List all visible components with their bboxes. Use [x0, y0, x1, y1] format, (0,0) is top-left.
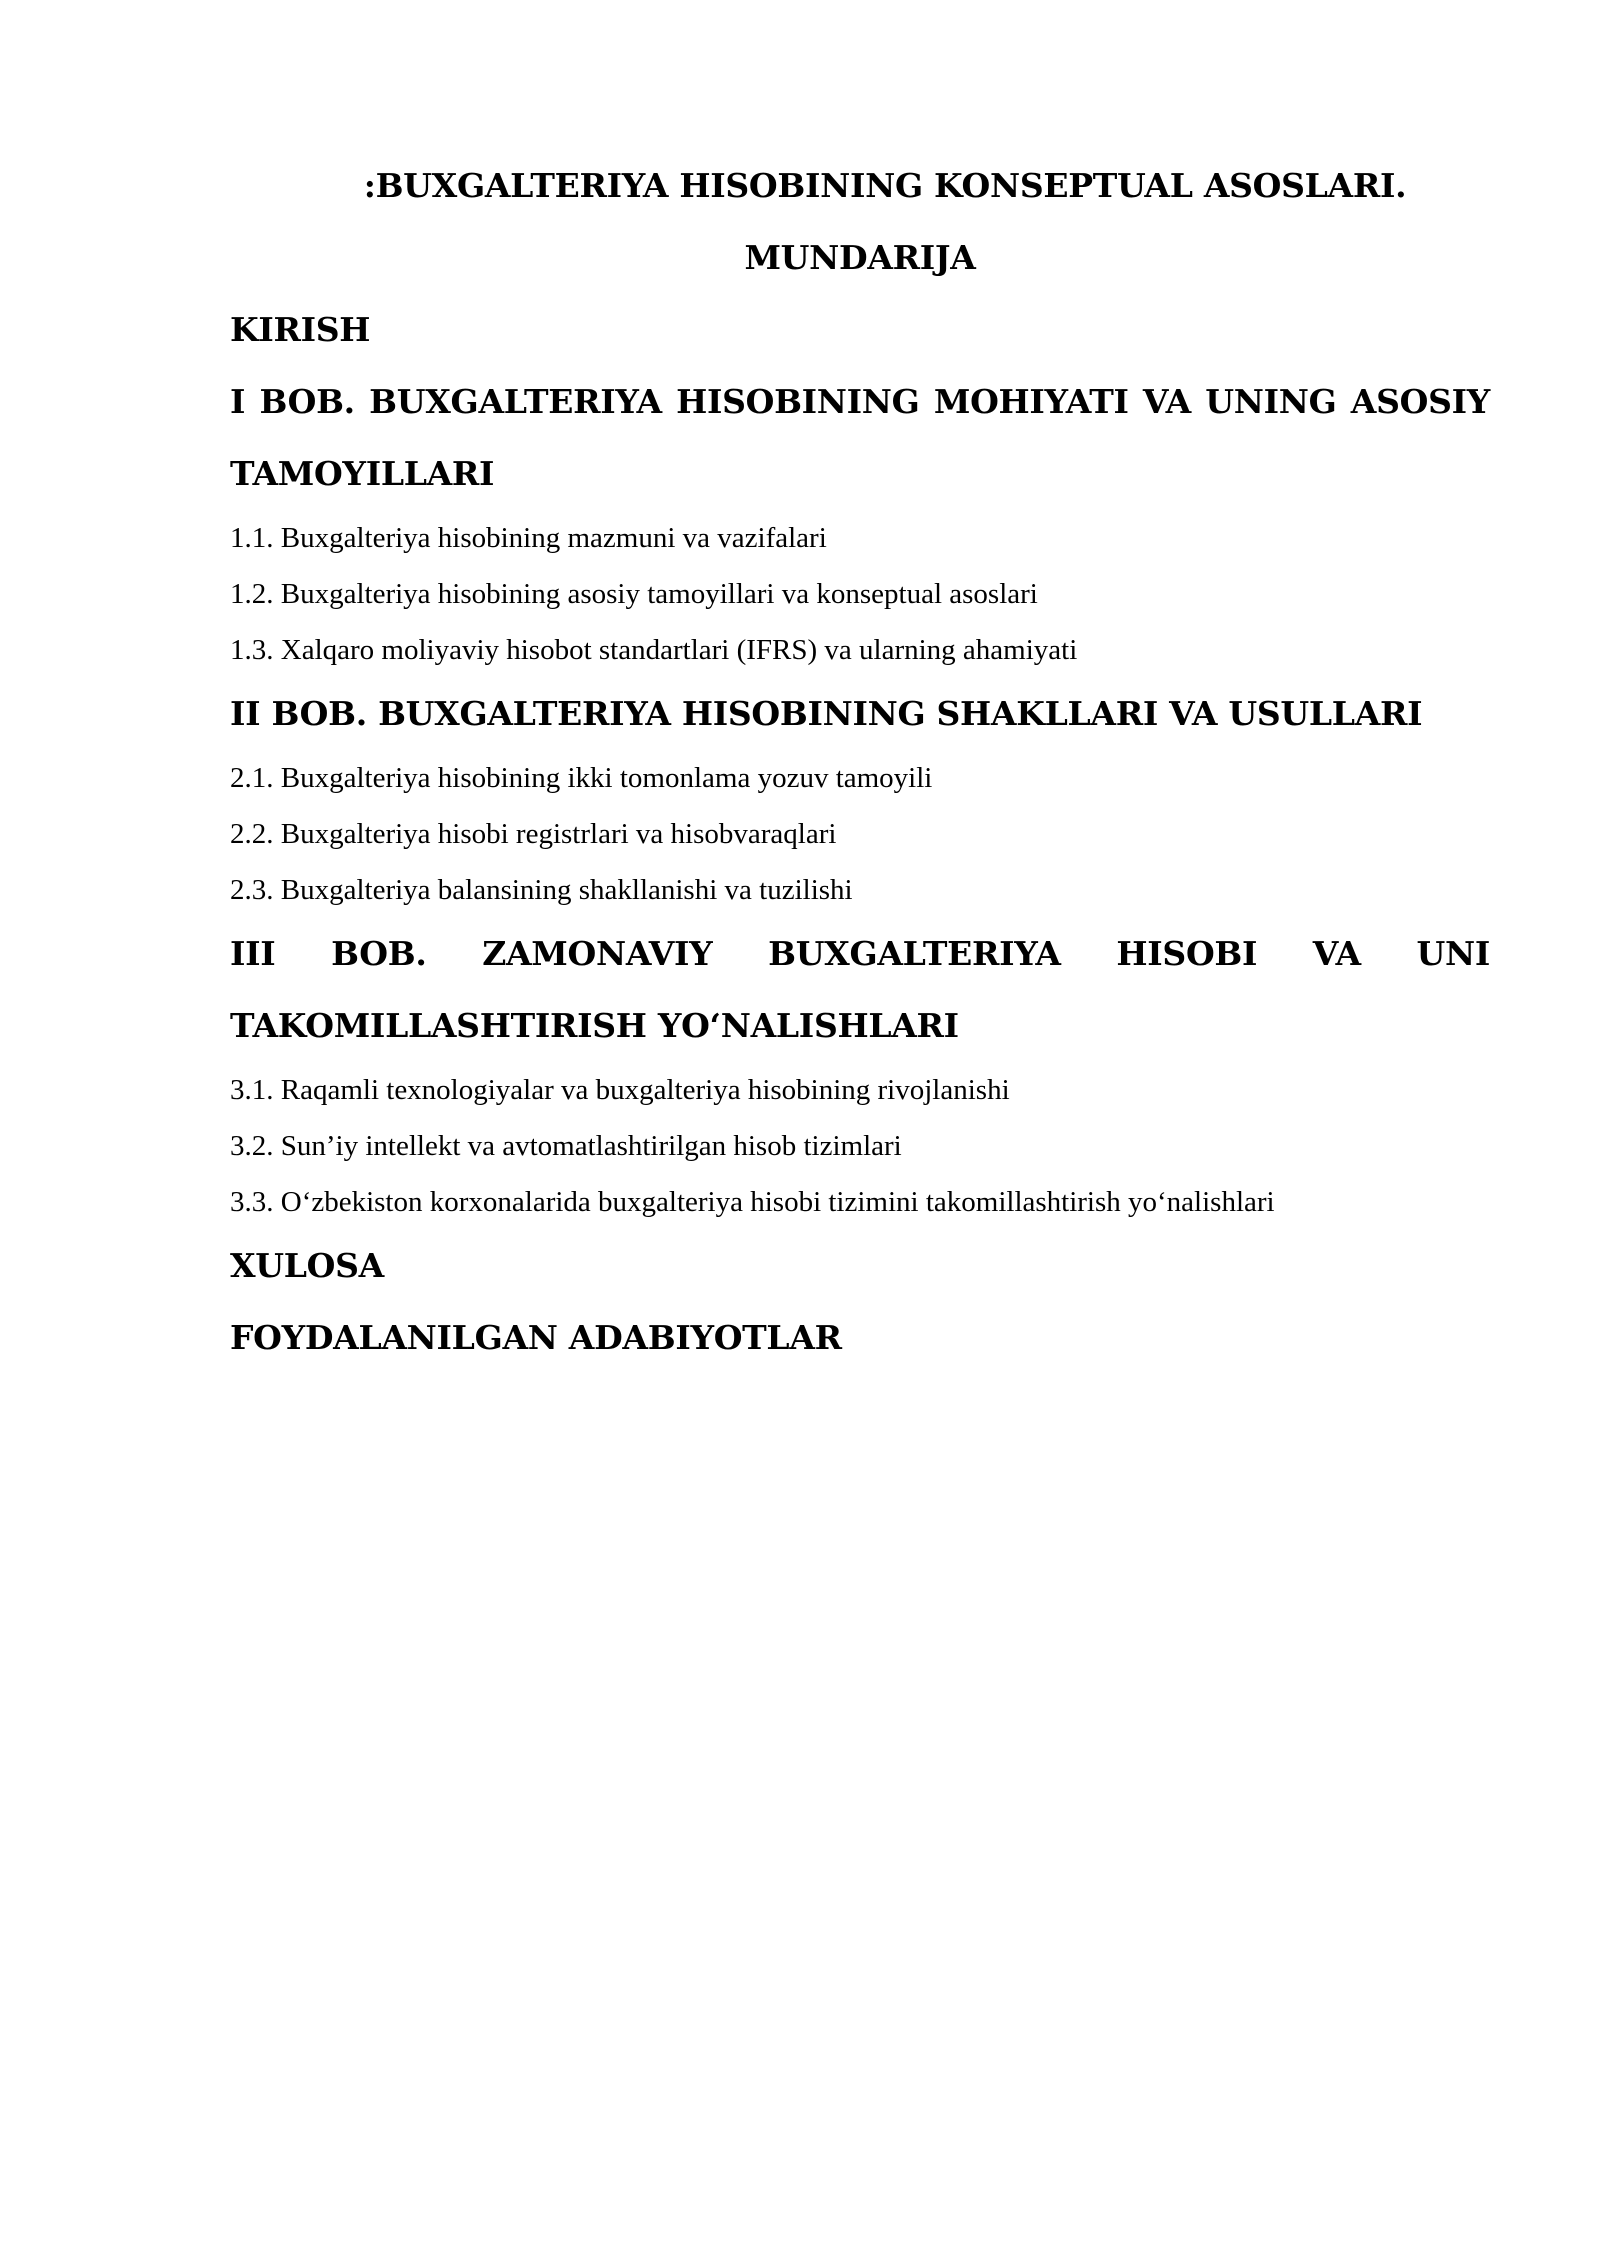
chapter-title: I BOB. BUXGALTERIYA HISOBINING MOHIYATI VA UNING ASOSIY TAMOYILLARI	[230, 382, 1490, 493]
title-word: BOB.	[331, 934, 427, 973]
document-page	[230, 150, 1490, 1374]
chapter-2	[230, 678, 1490, 918]
toc-references: FOYDALANILGAN ADABIYOTLAR	[230, 1318, 842, 1357]
title-word: UNI	[1416, 934, 1490, 973]
chapter-title-line-1	[230, 918, 1490, 990]
section-item: 1.3. Xalqaro moliyaviy hisobot standartlari (IFRS) va ularning ahamiyati	[230, 634, 1078, 666]
toc-intro: KIRISH	[230, 310, 371, 349]
chapter-1	[230, 366, 1490, 678]
section-item: 1.2. Buxgalteriya hisobining asosiy tamoyillari va konseptual asoslari	[230, 578, 1038, 610]
section-item: 2.3. Buxgalteriya balansining shakllanishi va tuzilishi	[230, 874, 853, 906]
title-word: VA	[1312, 934, 1361, 973]
section-item: 2.1. Buxgalteriya hisobining ikki tomonlama yozuv tamoyili	[230, 762, 933, 794]
title-word: BUXGALTERIYA	[768, 934, 1061, 973]
section-item: 3.1. Raqamli texnologiyalar va buxgalteriya hisobining rivojlanishi	[230, 1074, 1010, 1106]
section-item: 1.1. Buxgalteriya hisobining mazmuni va vazifalari	[230, 522, 827, 554]
chapter-title	[230, 918, 1490, 1062]
document-title: :BUXGALTERIYA HISOBINING KONSEPTUAL ASOSLARI.	[363, 166, 1407, 205]
section-item: 3.3. O‘zbekiston korxonalarida buxgalteriya hisobi tizimini takomillashtirish yo‘nalishlari	[230, 1186, 1275, 1218]
section-item: 2.2. Buxgalteriya hisobi registrlari va hisobvaraqlari	[230, 818, 837, 850]
title-word: III	[230, 934, 276, 973]
chapter-3	[230, 918, 1490, 1230]
toc-conclusion: XULOSA	[230, 1246, 384, 1285]
title-word: ZAMONAVIY	[482, 934, 713, 973]
toc-heading: MUNDARIJA	[744, 238, 976, 277]
chapter-title-line-2: TAKOMILLASHTIRISH YO‘NALISHLARI	[230, 1006, 959, 1045]
title-word: HISOBI	[1116, 934, 1258, 973]
chapter-title: II BOB. BUXGALTERIYA HISOBINING SHAKLLARI VA USULLARI	[230, 694, 1423, 733]
section-item: 3.2. Sun’iy intellekt va avtomatlashtirilgan hisob tizimlari	[230, 1130, 902, 1162]
